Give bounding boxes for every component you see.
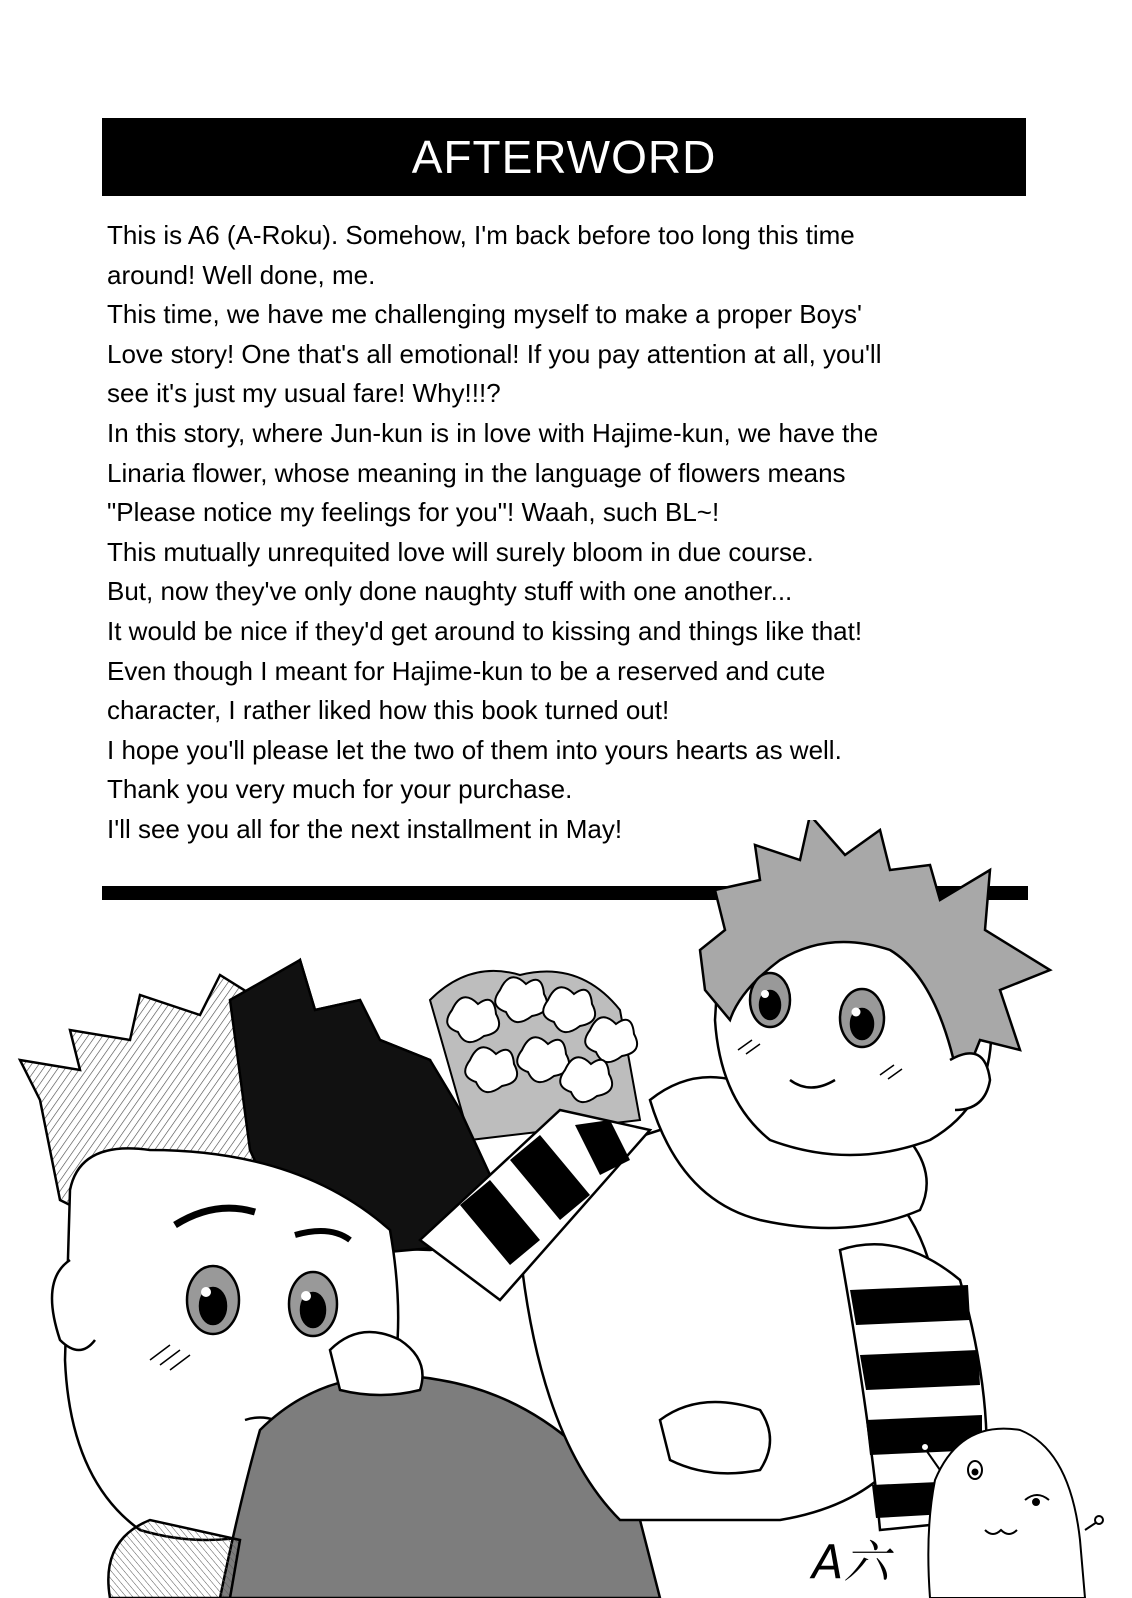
text-line: This is A6 (A-Roku). Somehow, I'm back before too long this time: [107, 220, 855, 250]
text-line: This mutually unrequited love will surely bloom in due course.: [107, 536, 814, 567]
text-line: I'll see you all for the next installment in May!: [107, 813, 623, 844]
artist-signature: A六: [812, 1535, 890, 1589]
title-bar: [102, 118, 1026, 196]
text-line: Thank you very much for your purchase.: [107, 774, 573, 805]
page-title: AFTERWORD: [411, 131, 717, 183]
text-line: Linaria flower, whose meaning in the language of flowers means: [107, 457, 846, 488]
manga-illustration: [0, 820, 1132, 1598]
text-line: Love story! One that's all emotional! If you pay attention at all, you'll: [107, 338, 882, 369]
text-line: see it's just my usual fare! Why!!!?: [107, 378, 501, 409]
text-line: around! Well done, me.: [107, 259, 376, 290]
text-line: Even though I meant for Hajime-kun to be a reserved and cute: [107, 655, 826, 686]
text-line: character, I rather liked how this book turned out!: [107, 695, 670, 726]
text-line: "Please notice my feelings for you"! Waah, such BL~!: [107, 497, 720, 528]
afterword-text: [107, 216, 1037, 850]
text-line: This time, we have me challenging myself to make a proper Boys': [107, 299, 862, 330]
text-line: I hope you'll please let the two of them into yours hearts as well.: [107, 734, 842, 765]
text-line: But, now they've only done naughty stuff with one another...: [107, 576, 793, 607]
text-line: It would be nice if they'd get around to kissing and things like that!: [107, 615, 863, 646]
text-line: In this story, where Jun-kun is in love with Hajime-kun, we have the: [107, 417, 879, 448]
